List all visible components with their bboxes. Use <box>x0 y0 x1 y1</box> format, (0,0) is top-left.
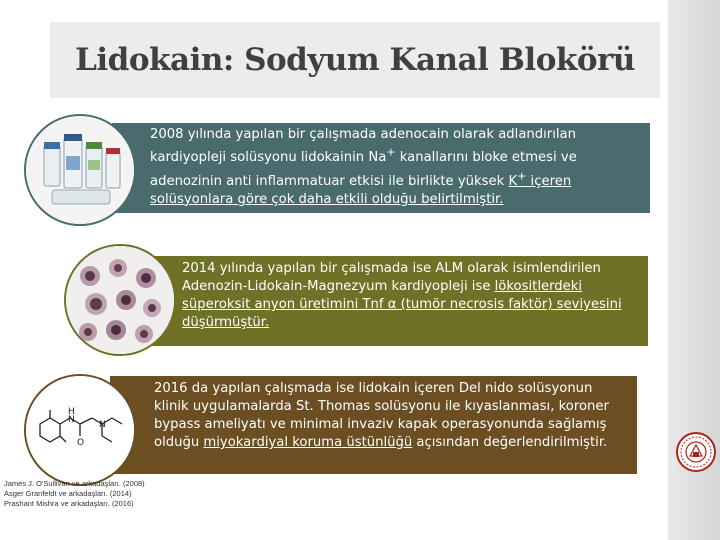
panel-2008-text: 2008 yılında yapılan bir çalışmada adenocain olarak adlandırılan kardiyopleji solüsyonu lidokainin Na+ kanallarını bloke etmesi ve adenozinin anti inflammatuar etkisi ile birlikte yüksek K+ içeren solüsyonlara göre çok daha etkili olduğu belirtilmiştir. <box>150 127 577 207</box>
leukocytes-image <box>64 244 176 356</box>
molecule-n2-label: N <box>99 420 106 430</box>
text-panel-2008 <box>112 123 650 213</box>
text-panel-2014 <box>150 256 648 346</box>
molecule-n1-label: N <box>68 415 75 425</box>
molecule-o-label: O <box>77 438 85 448</box>
molecule-nh-label: H <box>68 407 75 417</box>
university-seal-logo <box>676 432 716 472</box>
text-panel-2016 <box>110 376 637 474</box>
reference-item: Prashant Mishra ve arkadaşları. (2016) <box>4 499 134 508</box>
lidocaine-structure-image <box>24 374 136 486</box>
seal-icon <box>676 432 716 472</box>
reference-item: James J. O'Sullivan ve arkadaşları. (2008) <box>4 479 145 488</box>
title-box <box>50 22 660 98</box>
vials-illustration <box>26 116 134 224</box>
lidocaine-molecule-illustration <box>26 376 134 484</box>
panel-2014-text: 2014 yılında yapılan bir çalışmada ise ALM olarak isimlendirilen Adenozin-Lidokain-Magnezyum kardiyopleji ise lökositlerdeki süperoksit anyon üretimini Tnf α (tumör necrosis faktör) seviyesini düşürmüştür. <box>182 261 622 330</box>
vials-image <box>24 114 136 226</box>
leukocytes-illustration <box>66 246 174 354</box>
references <box>4 479 145 509</box>
reference-item: Asger Granfeldt ve arkadaşları. (2014) <box>4 489 132 498</box>
panel-2016-text: 2016 da yapılan çalışmada ise lidokain içeren Del nido solüsyonun klinik uygulamalarda St. Thomas solüsyonu ile kıyaslanması, koroner bypass ameliyatı ve minimal invaziv kapak operasyonunda sağlamış olduğu miyokardiyal koruma üstünlüğü açısından değerlendirilmiştir. <box>154 381 609 450</box>
slide-title: Lidokain: Sodyum Kanal Blokörü <box>75 42 635 78</box>
